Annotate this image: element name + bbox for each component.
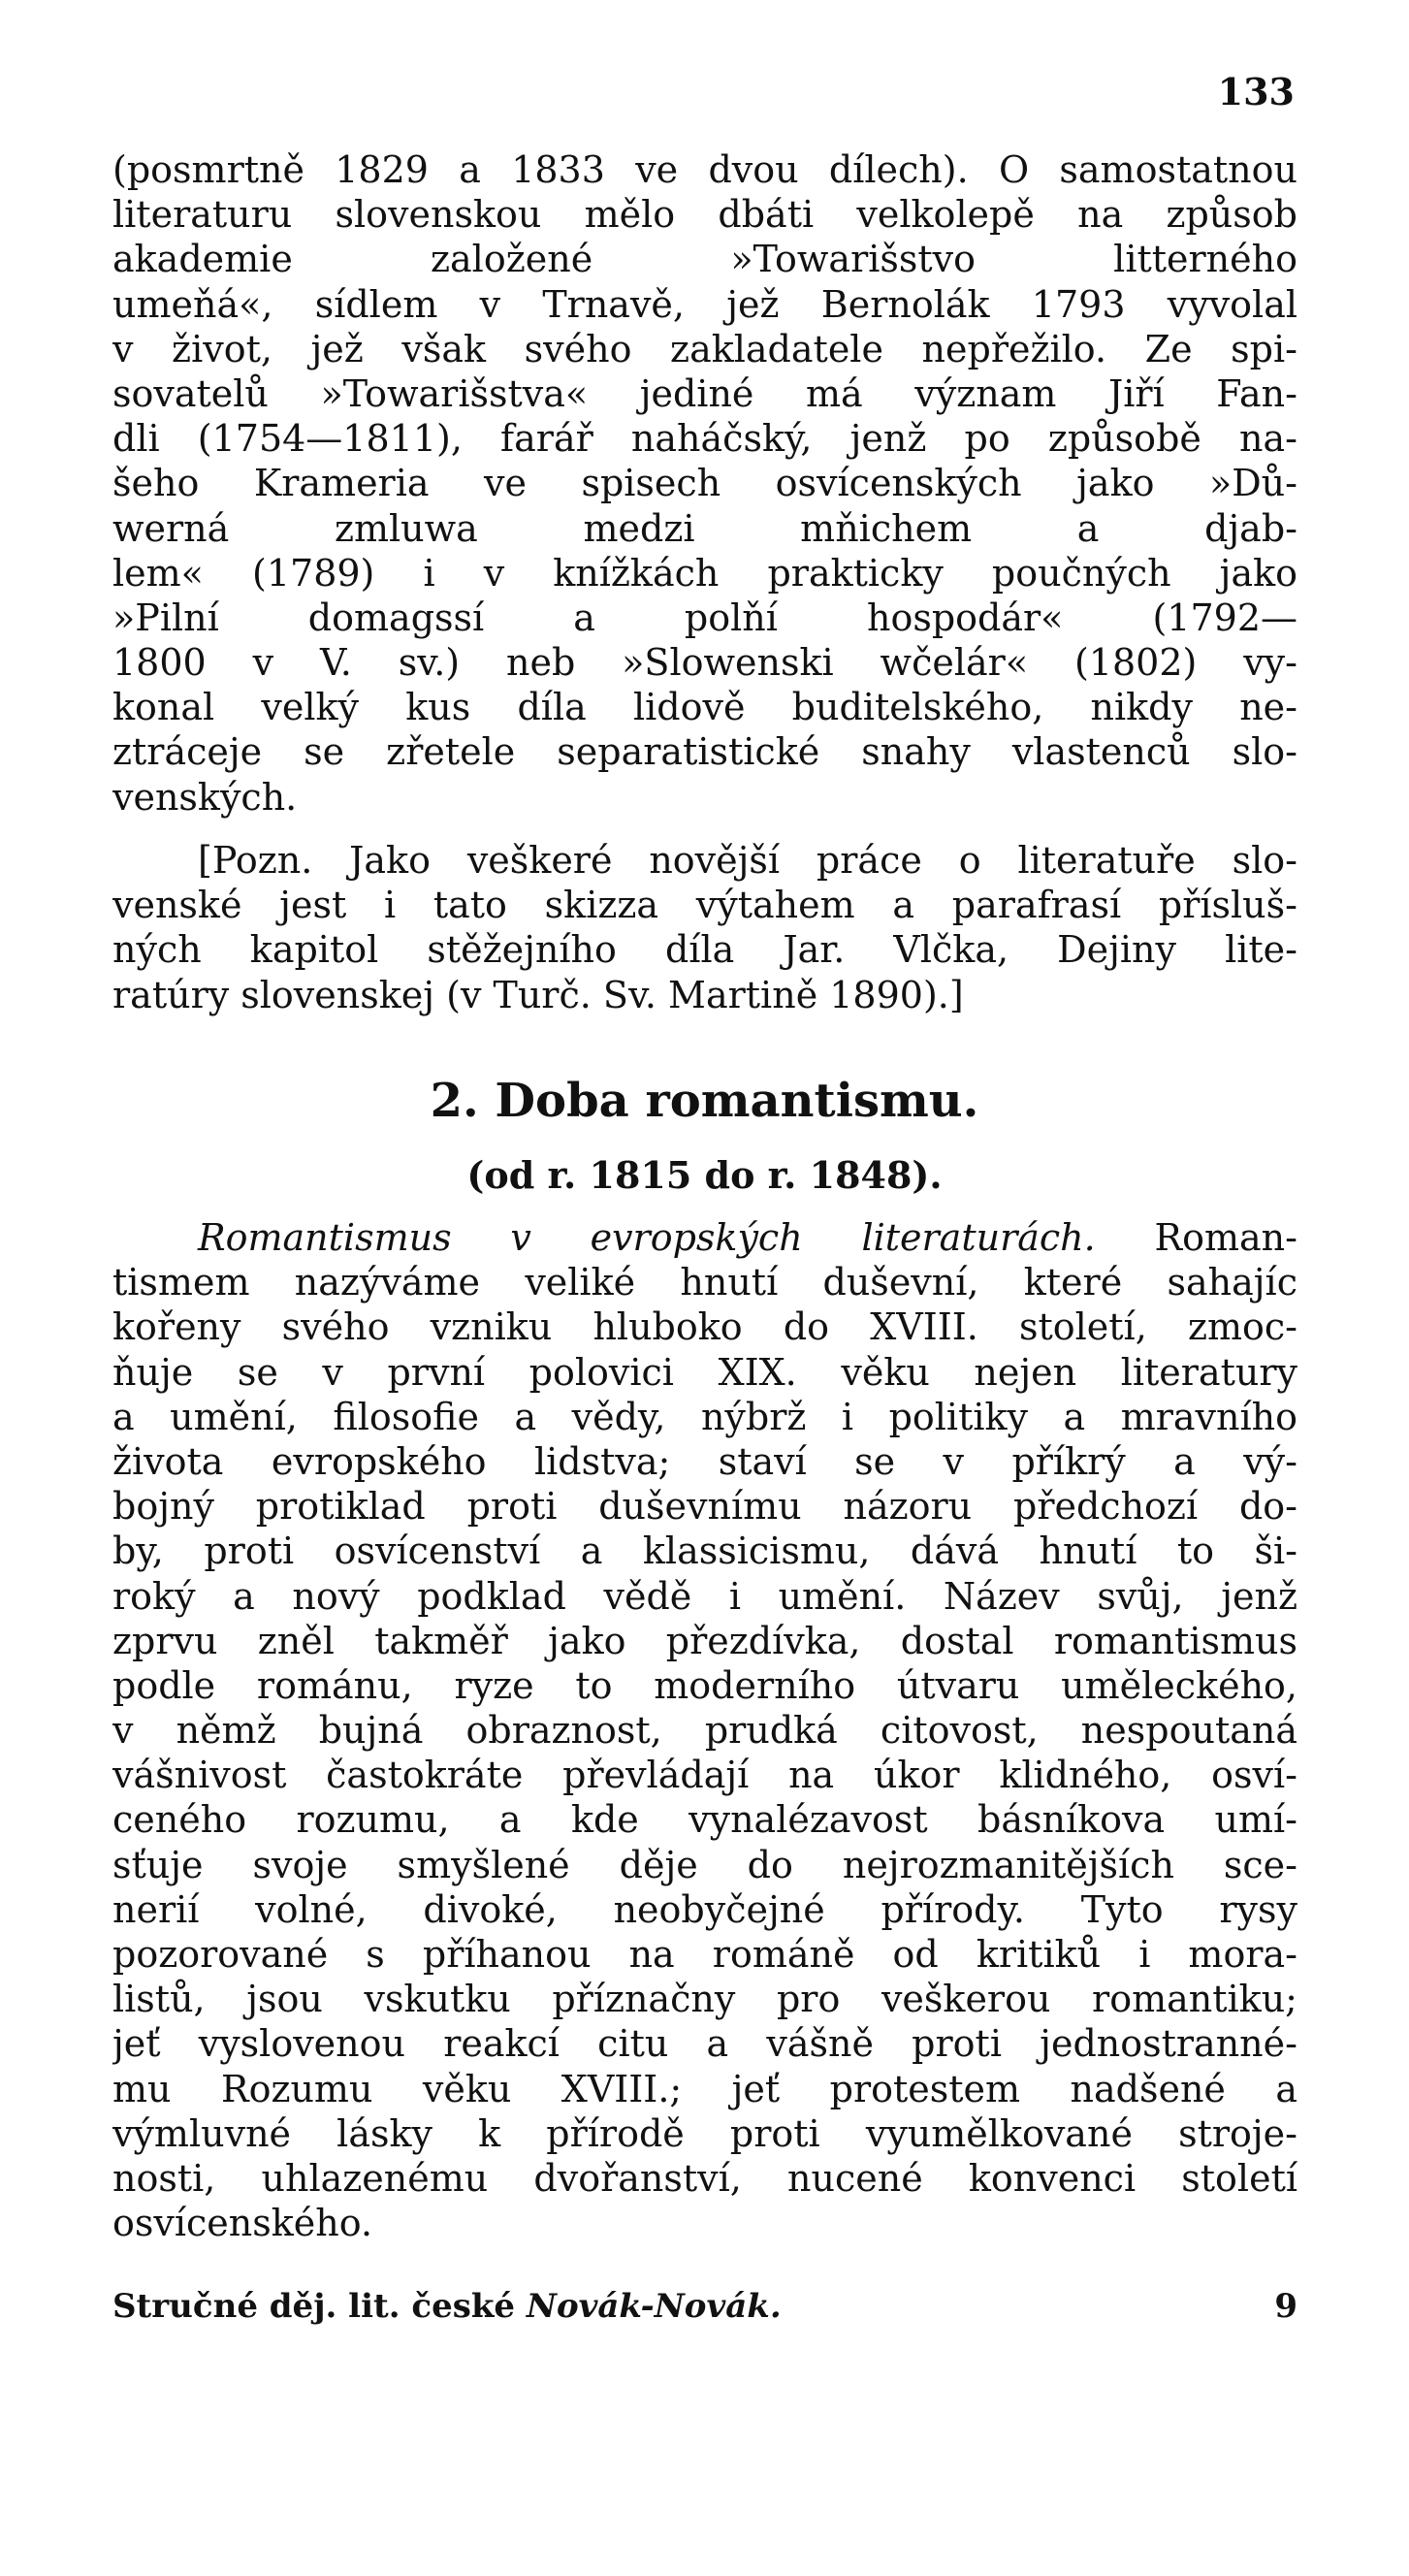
text-line: šeho Krameria ve spisech osvícenských jako »Dů- [112,462,1297,505]
text-line: nosti, uhlazenému dvořanství, nucené konvenci století [112,2156,1297,2200]
text-line: jeť vyslovenou reakcí citu a vášně proti jednostranné- [112,2022,1297,2066]
text-line: roký a nový podklad vědě i umění. Název svůj, jenž [112,1574,1297,1618]
text-line: ňuje se v první polovici XIX. věku nejen literatury [112,1350,1297,1394]
paragraph-tovarisstvo [112,147,1297,820]
footer-book-title [112,2282,782,2331]
text-line: tismem nazýváme veliké hnutí duševní, které sahajíc [112,1261,1297,1304]
text-line: výmluvné lásky k přírodě proti vyumělkované stroje- [112,2111,1297,2155]
text-line: akademie založené »Towarišstvo litterného [112,238,1297,281]
footer-title-text: Stručné děj. lit. české [112,2287,516,2326]
text-line: v němž bujná obraznost, prudká citovost, nespoutaná [112,1709,1297,1753]
text-line: pozorované s příhanou na románě od kritiků i mora- [112,1933,1297,1976]
text-line: ztráceje se zřetele separatistické snahy vlastenců slo- [112,730,1297,774]
text-line: mu Rozumu věku XVIII.; jeť protestem nadšené a [112,2067,1297,2110]
text-line: by, proti osvícenství a klassicismu, dává hnutí to ši- [112,1530,1297,1573]
text-line: dli (1754—1811), farář naháčský, jenž po způsobě na- [112,417,1297,461]
text-line: a umění, filosofie a vědy, nýbrž i politiky a mravního [112,1395,1297,1438]
text-line: zprvu zněl takměř jako přezdívka, dostal romantismus [112,1619,1297,1662]
section-heading: 2. Doba romantismu. [430,1074,979,1128]
printer-signature-mark: 9 [1274,2287,1297,2326]
text-line: venských. [112,775,298,819]
text-line: [Pozn. Jako veškeré novější práce o literatuře slo- [198,839,1297,882]
text-line: lem« (1789) i v knížkách prakticky poučných jako [112,551,1297,595]
text-line: listů, jsou vskutku příznačny pro veškerou romantiku; [112,1978,1297,2021]
text-line: »Pilní domagssí a polňí hospodár« (1792— [112,596,1297,639]
text-line: 1800 v V. sv.) neb »Slowenski wčelár« (1802) vy- [112,641,1297,685]
text-line: umeňá«, sídlem v Trnavě, jež Bernolák 1793 vyvolal [112,282,1297,326]
page-number: 133 [1217,70,1295,113]
text-line: ných kapitol stěžejního díla Jar. Vlčka, Dejiny lite- [112,928,1297,972]
text-line: (posmrtně 1829 a 1833 ve dvou dílech). O samostatnou [112,148,1297,191]
text-line: ratúry slovenskej (v Turč. Sv. Martině 1890).] [112,973,964,1016]
text-line: konal velký kus díla lidově buditelského, nikdy ne- [112,686,1297,729]
page-footer [112,2282,1297,2331]
paragraph-romanticism [112,1215,1297,2245]
paragraph-note [112,838,1297,1017]
text-line: nerií volné, divoké, neobyčejné přírody. Tyto rysy [112,1887,1297,1931]
text-line: kořeny svého vzniku hluboko do XVIII. století, zmoc- [112,1305,1297,1349]
run-in-title: Romantismus v evropských literaturách. [198,1216,1096,1259]
text-line: osvícenského. [112,2202,373,2245]
text-run: Roman- [1095,1216,1297,1259]
text-line: sťuje svoje smyšlené děje do nejrozmanitějších sce- [112,1843,1297,1886]
text-line: werná zmluwa medzi mňichem a djab- [112,506,1297,550]
text-line: vášnivost častokráte převládají na úkor klidného, osví- [112,1754,1297,1797]
text-line: sovatelů »Towarišstva« jediné má význam Jiří Fan- [112,371,1297,415]
footer-authors: Novák-Novák. [526,2287,782,2326]
text-line: podle románu, ryze to moderního útvaru uměleckého, [112,1663,1297,1707]
text-line: ceného rozumu, a kde vynalézavost básníkova umí- [112,1798,1297,1842]
text-line [112,1215,1297,1260]
text-line: v život, jež však svého zakladatele nepřežilo. Ze spi- [112,327,1297,370]
text-line: života evropského lidstva; staví se v příkrý a vý- [112,1439,1297,1483]
text-line: literaturu slovenskou mělo dbáti velkolepě na způsob [112,193,1297,237]
section-date-range: (od r. 1815 do r. 1848). [466,1153,943,1197]
text-line: venské jest i tato skizza výtahem a parafrasí přísluš- [112,884,1297,927]
text-line: bojný protiklad proti duševnímu názoru předchozí do- [112,1485,1297,1529]
